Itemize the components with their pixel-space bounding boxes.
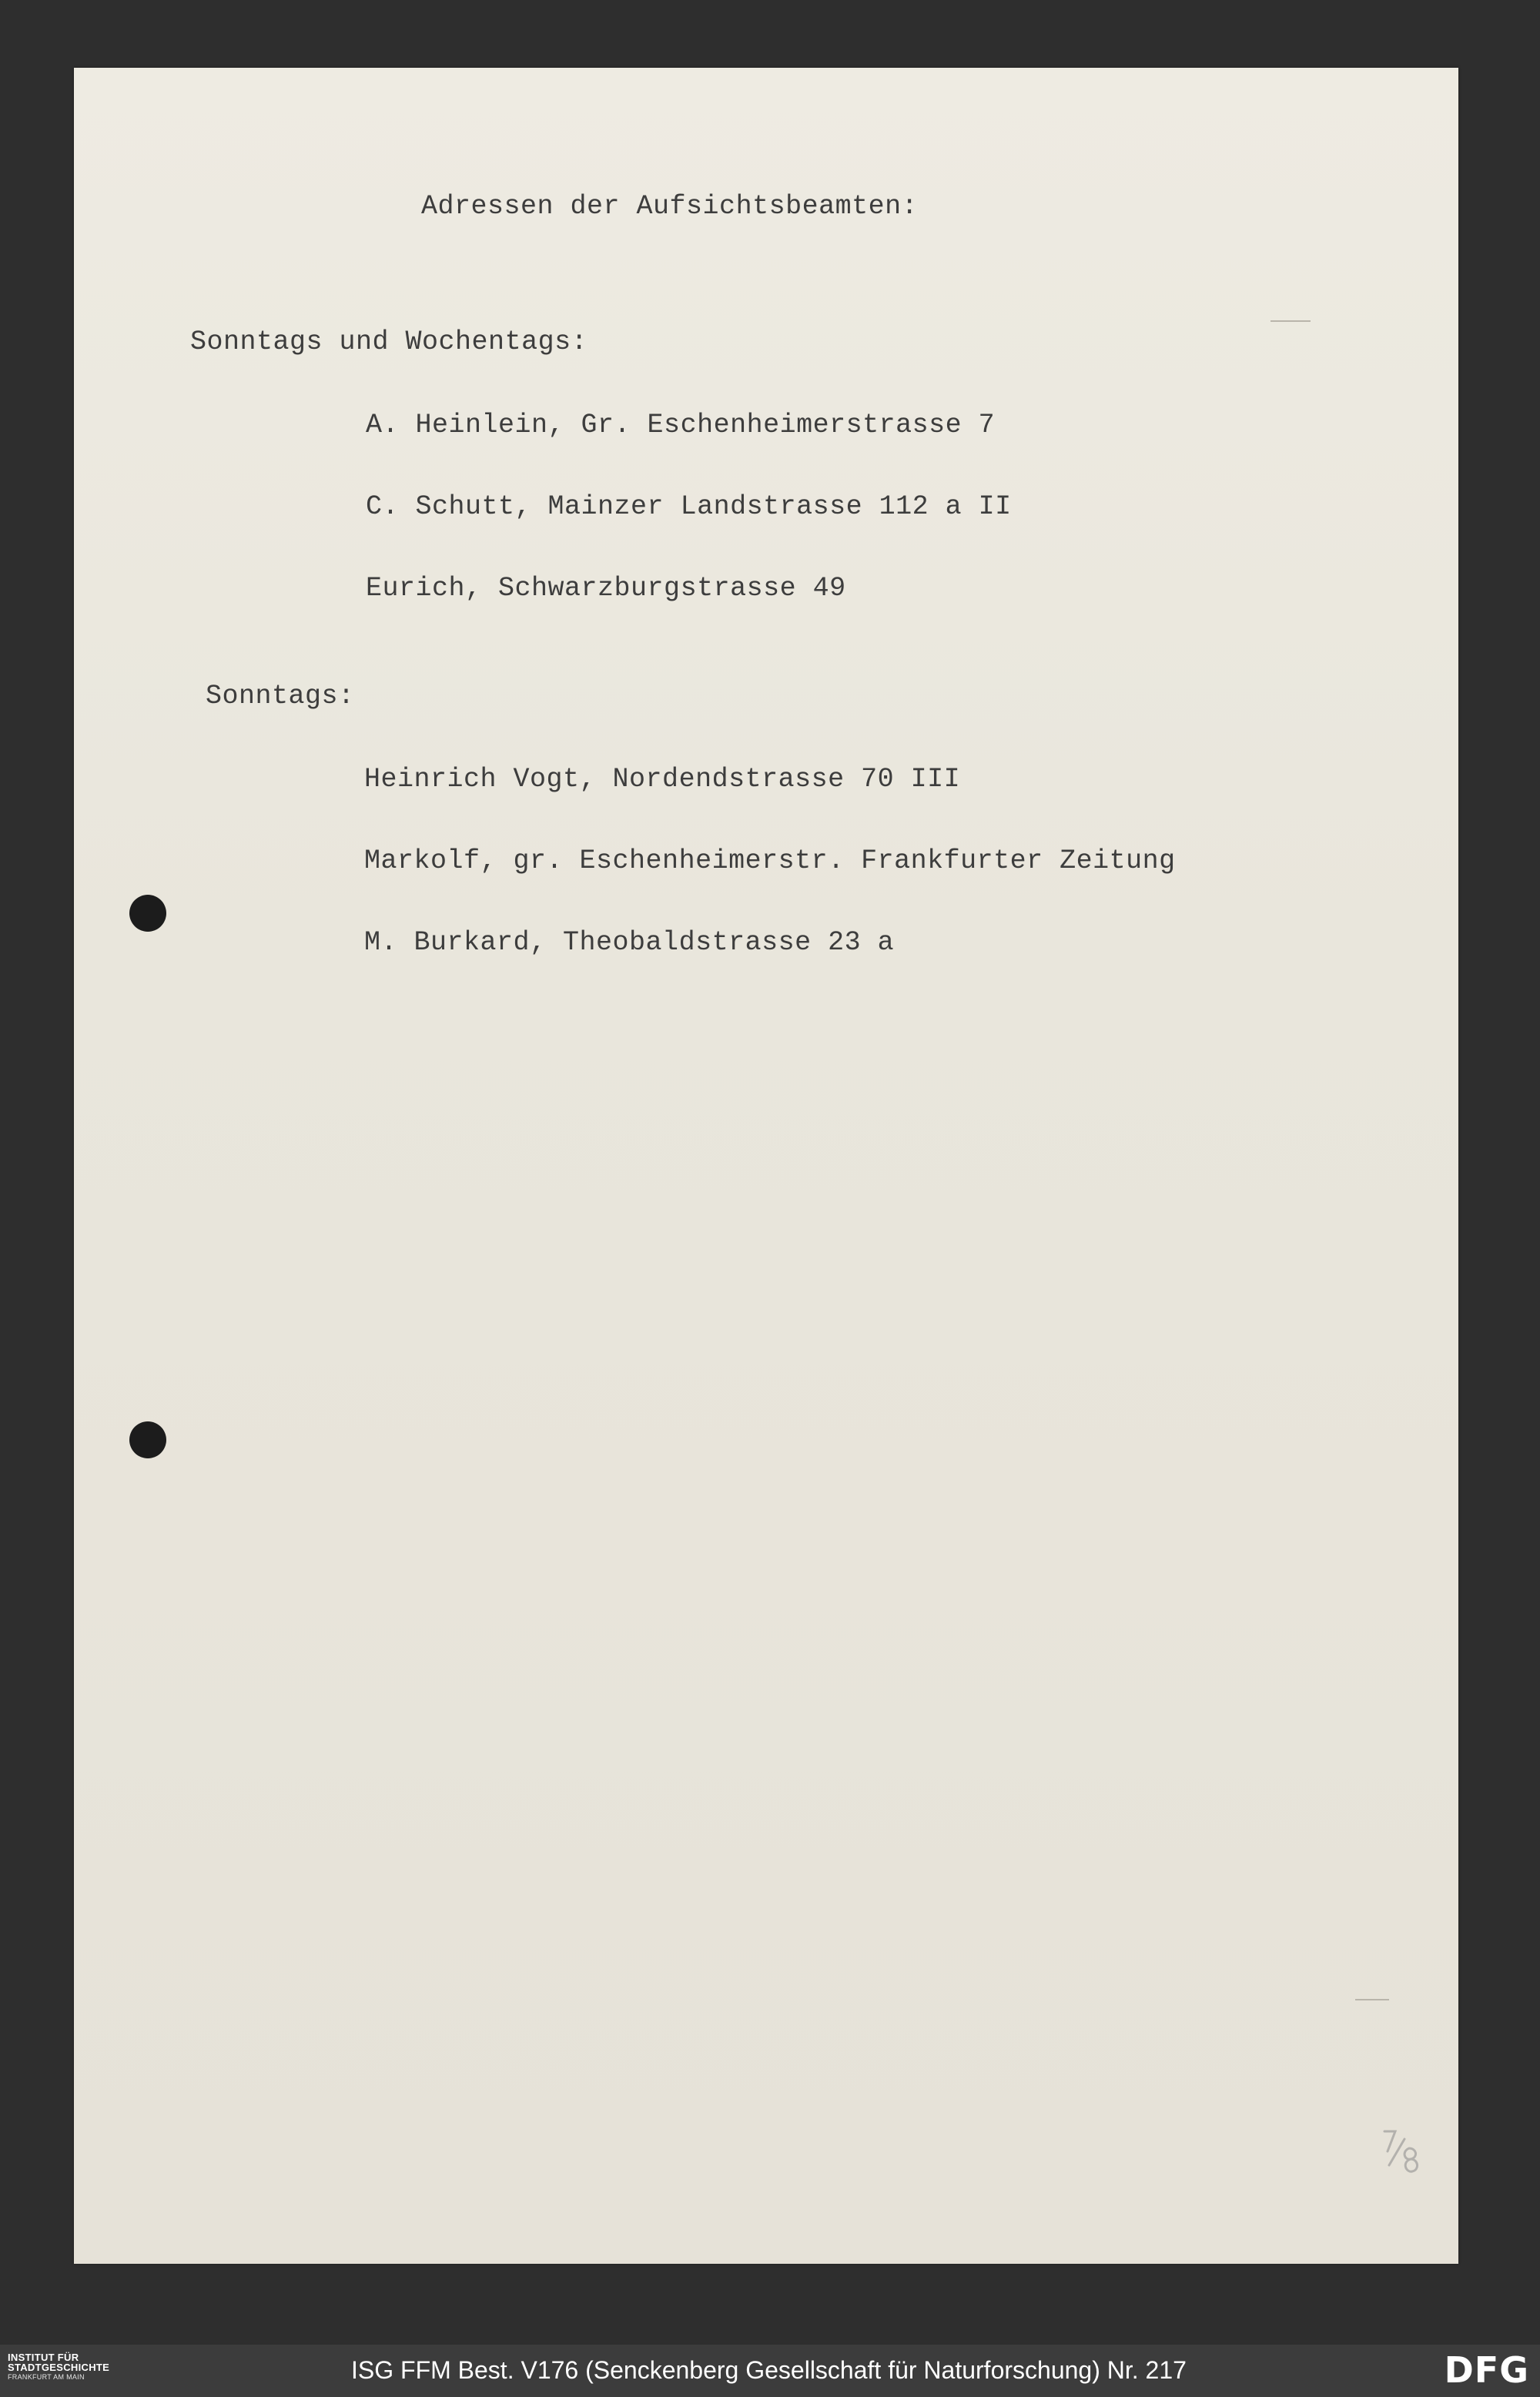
isg-logo: INSTITUT FÜR STADTGESCHICHTE FRANKFURT AM MAIN bbox=[8, 2352, 110, 2381]
address-entry: Markolf, gr. Eschenheimerstr. Frankfurter Zeitung bbox=[364, 845, 1176, 876]
dfg-logo: DFG bbox=[1444, 2349, 1529, 2391]
document-heading: Adressen der Aufsichtsbeamten: bbox=[421, 191, 919, 222]
address-entry: A. Heinlein, Gr. Eschenheimerstrasse 7 bbox=[366, 410, 996, 440]
punch-hole-bottom bbox=[129, 1421, 166, 1458]
archive-caption: ISG FFM Best. V176 (Senckenberg Gesellschaft für Naturforschung) Nr. 217 bbox=[351, 2356, 1187, 2384]
address-entry: C. Schutt, Mainzer Landstrasse 112 a II bbox=[366, 491, 1012, 522]
address-entry: Heinrich Vogt, Nordendstrasse 70 III bbox=[364, 764, 961, 795]
address-entry: Eurich, Schwarzburgstrasse 49 bbox=[366, 573, 846, 604]
pencil-page-number bbox=[1378, 2125, 1424, 2179]
stray-mark bbox=[1270, 320, 1311, 322]
section-title-weekdays: Sonntags und Wochentags: bbox=[190, 326, 588, 357]
address-entry: M. Burkard, Theobaldstrasse 23 a bbox=[364, 927, 895, 958]
stray-mark bbox=[1355, 1999, 1389, 2000]
archive-footer bbox=[0, 2345, 1540, 2397]
document-page bbox=[74, 68, 1458, 2264]
punch-hole-top bbox=[129, 895, 166, 932]
section-title-sundays: Sonntags: bbox=[206, 681, 355, 711]
